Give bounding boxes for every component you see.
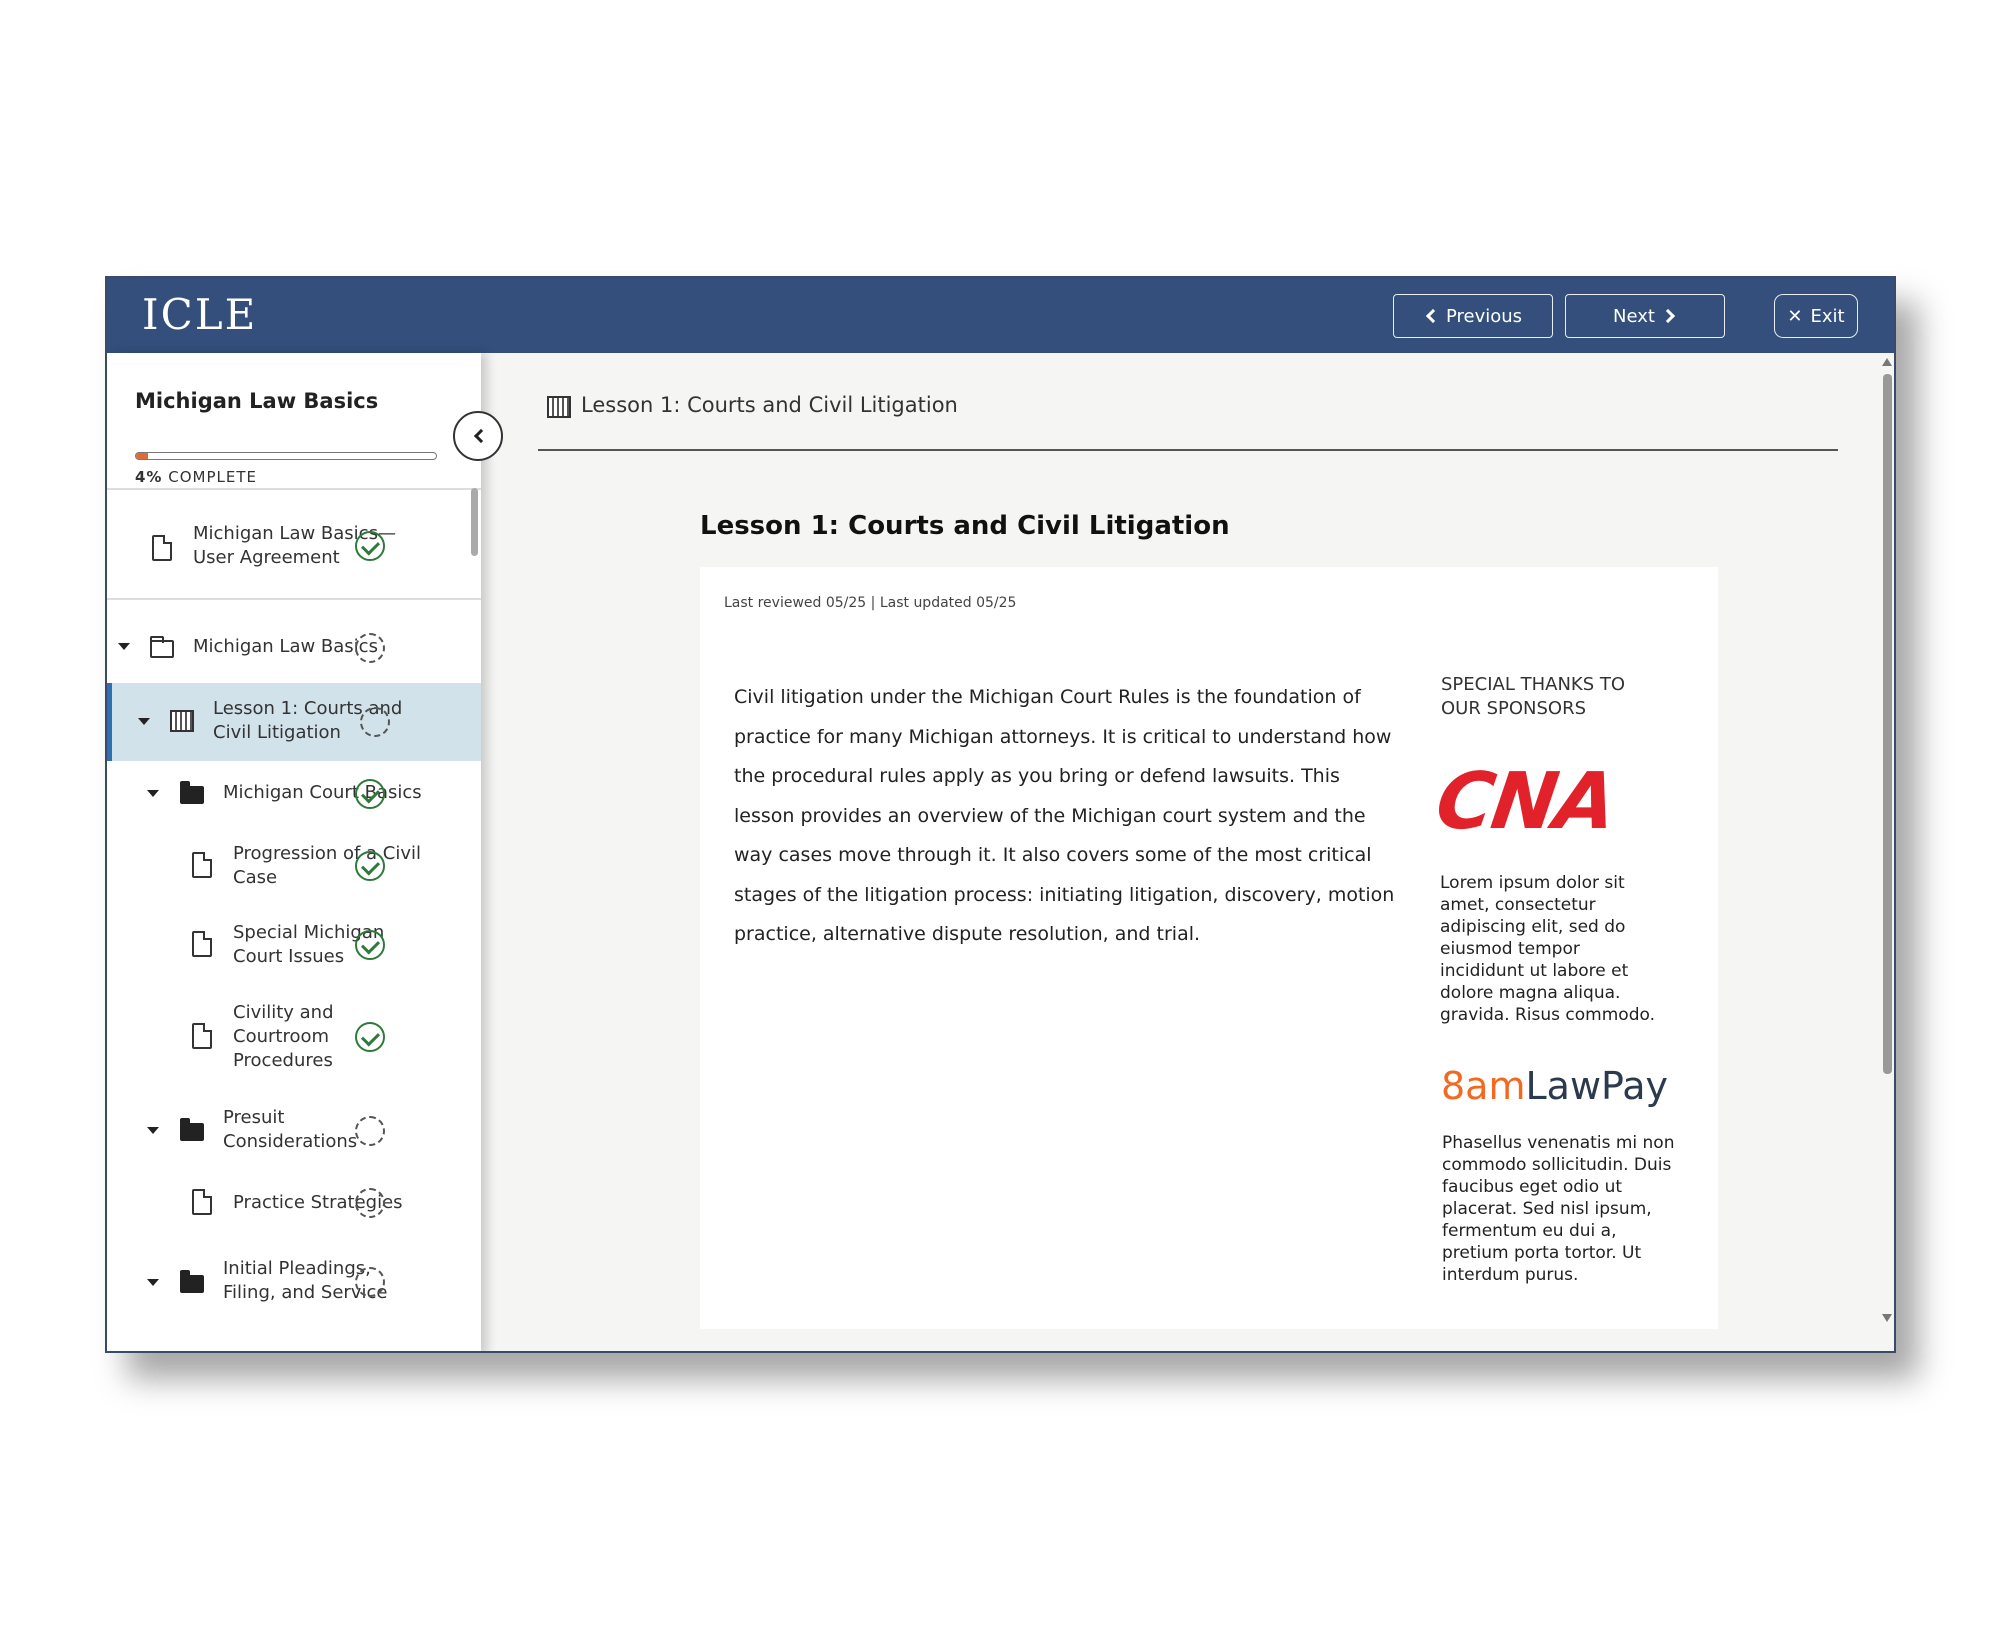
next-label: Next — [1613, 305, 1655, 327]
sidebar-item-progression-of-a-civil-case[interactable] — [107, 827, 481, 905]
lesson-heading: Lesson 1: Courts and Civil Litigation — [700, 511, 1230, 541]
review-date-meta: Last reviewed 05/25 | Last updated 05/25 — [724, 595, 1017, 611]
course-outline-sidebar — [107, 353, 481, 1353]
folder-icon — [180, 1123, 204, 1141]
scroll-down-arrow-icon[interactable] — [1882, 1314, 1892, 1322]
sidebar-item-michigan-law-basics[interactable] — [107, 618, 481, 678]
sidebar-item-label: Michigan Law Basics— User Agreement — [193, 523, 396, 568]
sidebar-item-label: Lesson 1: Courts and Civil Litigation — [213, 698, 403, 743]
sidebar-divider — [107, 598, 481, 600]
document-icon — [192, 931, 212, 957]
document-check-icon — [152, 535, 172, 561]
lesson-icon — [547, 396, 571, 418]
previous-button[interactable] — [1393, 294, 1553, 338]
sidebar-item-label: Presuit Considerations — [223, 1107, 358, 1152]
sponsors-heading: SPECIAL THANKS TO OUR SPONSORS — [1441, 674, 1626, 719]
collapse-sidebar-button[interactable] — [453, 411, 503, 461]
lawpay-logo-name: LawPay — [1525, 1064, 1669, 1108]
folder-icon — [180, 1275, 204, 1293]
caret-down-icon[interactable] — [118, 643, 130, 650]
incomplete-circle-icon — [360, 707, 390, 737]
chevron-right-icon — [1661, 309, 1675, 323]
complete-check-icon — [355, 851, 385, 881]
exit-label: Exit — [1810, 305, 1845, 327]
caret-down-icon[interactable] — [147, 1127, 159, 1134]
complete-check-icon — [355, 779, 385, 809]
sidebar-item-practice-strategies[interactable] — [107, 1173, 481, 1233]
cna-logo: CNA — [1430, 757, 1621, 847]
lesson-icon — [170, 710, 194, 732]
progress-value: 4% — [135, 468, 163, 486]
document-icon — [192, 1189, 212, 1215]
sidebar-divider — [107, 488, 481, 490]
complete-check-icon — [355, 1022, 385, 1052]
document-icon — [192, 1023, 212, 1049]
caret-down-icon[interactable] — [138, 718, 150, 725]
lawpay-logo-prefix: 8am — [1441, 1064, 1526, 1108]
sidebar-item-label: Practice Strategies — [233, 1192, 403, 1213]
sidebar-item-lesson-1[interactable] — [107, 683, 481, 761]
incomplete-circle-icon — [355, 633, 385, 663]
main-scrollbar-thumb[interactable] — [1883, 374, 1892, 1074]
sidebar-item-initial-pleadings[interactable] — [107, 1243, 481, 1323]
sidebar-item-label: Michigan Court Basics — [223, 782, 422, 803]
folder-open-icon — [150, 640, 174, 658]
chevron-left-icon — [474, 429, 488, 443]
progress-bar-fill — [136, 453, 148, 459]
sidebar-item-presuit-considerations[interactable] — [107, 1089, 481, 1173]
sidebar-item-label: Special Michigan Court Issues — [233, 922, 385, 967]
exit-button[interactable] — [1774, 294, 1858, 338]
sidebar-item-civility-and-courtroom-procedures[interactable] — [107, 985, 481, 1089]
progress-suffix: COMPLETE — [168, 468, 257, 486]
breadcrumb-divider — [538, 449, 1838, 451]
folder-icon — [180, 786, 204, 804]
progress-bar — [135, 452, 437, 460]
sponsor-2-text: Phasellus venenatis mi non commodo sollicitudin. Duis faucibus eget odio ut placerat. Sed nisl ipsum, fermentum eu dui a, pretium porta tortor. Ut interdum purus. — [1442, 1133, 1675, 1285]
complete-check-icon — [355, 531, 385, 561]
sidebar-item-label: Civility and Courtroom Procedures — [233, 1002, 334, 1071]
complete-check-icon — [355, 930, 385, 960]
sidebar-item-label: Progression of a Civil Case — [233, 843, 422, 888]
incomplete-circle-icon — [355, 1116, 385, 1146]
caret-down-icon[interactable] — [147, 790, 159, 797]
sidebar-item-user-agreement[interactable] — [107, 493, 481, 598]
incomplete-circle-icon — [355, 1188, 385, 1218]
sidebar-item-michigan-court-basics[interactable] — [107, 761, 481, 827]
breadcrumb: Lesson 1: Courts and Civil Litigation — [581, 393, 958, 417]
sidebar-item-label: Initial Pleadings, Filing, and Service — [223, 1258, 388, 1303]
close-icon: ✕ — [1787, 305, 1803, 327]
incomplete-circle-icon — [355, 1267, 385, 1297]
lesson-body-text: Civil litigation under the Michigan Court Rules is the foundation of practice for many Michigan attorneys. It is critical to understand how the procedural rules apply as you bring or defend lawsuits. This lesson provides an overview of the Michigan court system and the way cases move through it. It also covers some of the most critical stages of the litigation process: initiating litigation, discovery, motion practice, alternative dispute resolution, and trial. — [734, 686, 1395, 945]
sidebar-item-special-michigan-court-issues[interactable] — [107, 905, 481, 985]
caret-down-icon[interactable] — [147, 1279, 159, 1286]
progress-label — [135, 468, 257, 486]
lawpay-logo — [1441, 1064, 1668, 1108]
previous-label: Previous — [1445, 305, 1523, 327]
icle-logo: ICLE — [142, 290, 258, 339]
lesson-content-card — [700, 567, 1718, 1329]
next-button[interactable] — [1565, 294, 1725, 338]
document-icon — [192, 852, 212, 878]
sponsor-1-text: Lorem ipsum dolor sit amet, consectetur adipiscing elit, sed do eiusmod tempor incididunt ut labore et dolore magna aliqua. gravida. Risus commodo. — [1440, 873, 1655, 1025]
scroll-up-arrow-icon[interactable] — [1882, 358, 1892, 366]
top-bar — [107, 278, 1894, 353]
sidebar-item-label: Michigan Law Basics — [193, 636, 378, 657]
course-title: Michigan Law Basics — [135, 389, 379, 413]
chevron-left-icon — [1426, 309, 1440, 323]
